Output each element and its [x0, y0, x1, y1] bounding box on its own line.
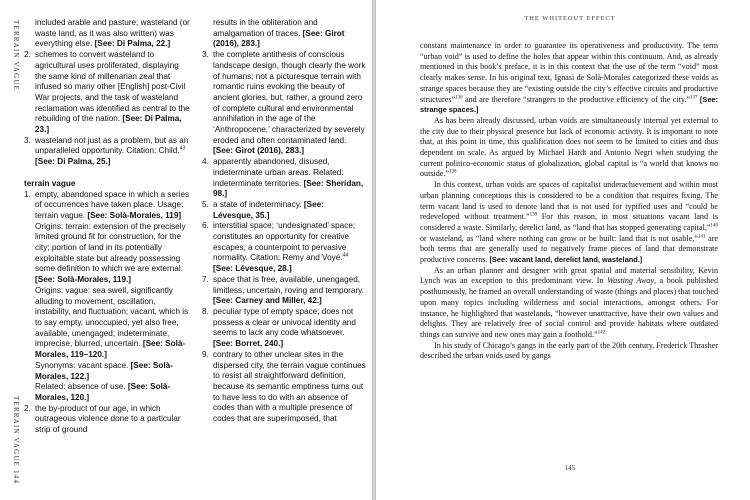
page-number: 145 — [564, 464, 576, 472]
glossary-column-b — [202, 18, 366, 425]
paragraph-text: are both terms that are generally used to negatively frame pieces of land that demonstrate productive concerns. — [420, 233, 718, 265]
list-item — [24, 286, 191, 361]
item-body: Origins: vague: sea swell, significantly alluding to movement, oscillation, instability, and fluctuation; vacant, which is to say empty, unoccupied, yet also free, available, unengaged; indeterminate, imprecise, blurred, uncertain. — [35, 285, 189, 349]
item-body: a state of indeterminacy. — [213, 199, 302, 209]
item-text — [213, 221, 366, 275]
continued-entry — [24, 18, 191, 50]
footnote-marker: 139 — [529, 212, 538, 218]
item-text — [213, 157, 366, 200]
list-item — [202, 350, 366, 425]
citation-ref: [See: Borret, 240.] — [213, 339, 284, 349]
glossary-term: terrain vague — [24, 178, 76, 188]
list-item — [24, 190, 191, 222]
paragraph — [420, 116, 718, 180]
side-tab-bottom: TERRAIN VAGUE 144 — [12, 396, 20, 485]
paragraph-text: For this reason, in most situations vacant land is considered a waste. Similarly, derelict land, as “land that has stopped generating capital,” — [420, 212, 719, 232]
book-title: Wasting Away — [607, 276, 654, 286]
footnote-marker: 136 — [455, 94, 463, 100]
paragraph-text: As has been already discussed, urban voids are simultaneously internal yet external to the city due to their physical presence but lack of economic activity. It is important to note that, at this point in time, this qualification does not seem to be limited to cities and thus dependent on scale. As argued by Michael Hardt and Antonio Negri when studying the current politico-economic status of globalization, global capital is “a world that knows no outside.” — [420, 115, 718, 179]
paragraph — [420, 41, 718, 116]
terrain-vague-items-continued — [202, 50, 366, 425]
item-number: 7. — [202, 274, 209, 284]
terrain-vague-items — [24, 190, 191, 436]
paragraph-text: or wasteland, as “land where nothing can grow or be built: land that is not usable,” — [420, 233, 698, 243]
list-item — [24, 361, 191, 382]
paragraph-text: and are therefore “strangers to the productive efficiency of the city.” — [462, 94, 690, 104]
item-text — [35, 286, 191, 361]
item-number — [24, 222, 35, 286]
continued-entry — [202, 18, 366, 50]
item-number — [24, 286, 35, 361]
item-text — [213, 307, 366, 350]
item-body: empty, abandoned space in which a series of occurrences have taken place. Usage: terrain vague. — [35, 189, 190, 220]
paragraph-text: In this context, urban voids are spaces of capitalist underachievement and within most urban planning conceptions this is considered to be a condition that requires fixing. The term vacant land is used to denote land that is not used for typified uses and “could be redeveloped without treatment.” — [420, 180, 718, 222]
entry-text: else. — [75, 39, 93, 49]
item-text — [35, 136, 191, 168]
item-body: the complete antithesis of conscious landscape design, though clearly the work of humans; not a picturesque terrain with romantic ruins evoking the beauty of ancient glories, but, rather, a ground zero of complete cultural and environmental annihilation in the age of the ‘Anthropocene,’ characterized by severely eroded and often contaminated land. — [213, 50, 366, 145]
right-page — [376, 0, 750, 500]
item-body: apparently abandoned, disused, indeterminate urban areas. Related: indeterminate territories. — [213, 157, 344, 188]
item-text — [213, 200, 366, 221]
paragraph-text: constant maintenance in order to guarantee its operativeness and productivity. The term “urban void” is used to define the holes that appear within this continuum. And, as already mentioned in this book’s preface, it is in this context that the use of the term “void” most clearly makes sense. In his original text, Ignasi de Solà-Morales categorized these voids as strange spaces because they are “existing outside the city’s effective circuits and productive structures” — [420, 41, 718, 104]
list-item — [202, 307, 366, 350]
citation-ref: [See: Solà-Morales, 119] — [87, 210, 182, 220]
item-number: 9. — [202, 349, 209, 359]
item-body: the by-product of our age, in which outrageous violence done to a particular strip of ground — [35, 403, 181, 435]
item-text — [213, 275, 366, 307]
item-number: 5. — [202, 199, 209, 209]
item-number: 2. — [24, 403, 31, 413]
item-body: Origins: terrain: extension of the precisely limited ground fit for construction, for the city; portion of land in its potentially exploitable state but already possessing some definition to which we are external. — [35, 221, 186, 274]
citation-ref: [See: Lévesque, 28.] — [213, 264, 292, 274]
citation-ref: [See: Girot (2016), 283.] — [213, 28, 345, 49]
entry-text: results in the obliteration and — [213, 18, 318, 27]
paragraph — [420, 266, 718, 341]
entry-text: wasteland (or waste land, as it — [35, 18, 190, 38]
list-item — [24, 382, 191, 403]
list-item — [202, 50, 366, 157]
running-head: THE WHITEOUT EFFECT — [524, 15, 616, 22]
citation-ref: [See: Solà-Morales, 119–120.] — [35, 339, 186, 360]
paragraph — [420, 180, 718, 266]
citation-ref: [See: Carney and Miller, 42.] — [213, 296, 322, 306]
footnote-marker: 138 — [449, 169, 457, 175]
item-body: schemes to convert wasteland to agricultural uses proliferated, displaying the same kind of millenarian zeal that infused so many other [English] post-Civil War projects, and the task of wasteland reclamation was identified as central to the rebuilding of the nation. — [35, 50, 190, 124]
item-text — [35, 404, 191, 436]
item-number: 3. — [202, 50, 209, 60]
item-body: Synonyms: vacant space. — [35, 360, 129, 370]
wasteland-items — [24, 50, 191, 168]
paragraph-text: As an urban planner and designer with great spatial and material sensibility, Kevin Lynch was an exception to this predominant view. In — [420, 265, 718, 286]
citation-ref: [See: Di Palma, 23.] — [35, 114, 182, 135]
item-number: 1. — [24, 189, 31, 199]
list-item — [202, 275, 366, 307]
left-page — [0, 0, 372, 500]
list-item — [24, 404, 191, 436]
item-number: 4. — [202, 157, 209, 167]
citation-ref: [See: Sheridan, 98.] — [213, 178, 364, 199]
citation-ref: [See: Solà-Morales, 119.] — [35, 275, 132, 285]
item-number — [24, 382, 35, 403]
item-number: 8. — [202, 306, 209, 316]
item-body: space that is free, available, unengaged, limitless, uncertain, roving and temporary. — [213, 274, 364, 295]
paragraph-text: In his study of Chicago’s gangs in the early part of the 20th century, Frederick Thrasher described the urban voids used by gangs — [420, 340, 718, 361]
citation-ref: [See: Girot (2016), 283.] — [213, 146, 305, 156]
item-body: wasteland not just as a problem, but as an unparalleled opportunity. Citation: Child. — [35, 135, 189, 156]
entry-text: amalgamation of traces. — [213, 28, 301, 38]
list-item — [24, 50, 191, 136]
item-text — [35, 190, 191, 222]
item-number — [24, 361, 35, 382]
item-text — [35, 382, 191, 403]
entry-text: was also written) was everything — [35, 28, 174, 49]
item-number: 3. — [24, 135, 31, 145]
footnote-marker: 44 — [342, 252, 349, 259]
citation-ref: [See: Solà-Morales, 122.] — [35, 360, 173, 381]
item-number: 2. — [24, 50, 31, 60]
list-item — [202, 221, 366, 275]
footnote-marker: 43 — [179, 145, 186, 152]
paragraph — [420, 341, 718, 362]
item-body: peculiar type of empty space; does not possess a clear or univocal identity and seems to lack any code whatsoever. — [213, 306, 356, 338]
item-text — [35, 361, 191, 382]
item-body: Related: absence of use. — [35, 382, 126, 392]
citation-ref: [See: Lévesque, 35.] — [213, 199, 324, 220]
citation-ref: [See: Di Palma, 25.] — [35, 157, 111, 167]
citation-ref: [See: Solà-Morales, 120.] — [35, 382, 171, 402]
list-item — [24, 222, 191, 286]
citation-ref: [See: Di Palma, 22.] — [94, 39, 171, 49]
item-text — [213, 350, 366, 425]
list-item — [202, 200, 366, 221]
item-text — [213, 50, 366, 157]
list-item — [24, 136, 191, 168]
footnote-marker: 141 — [697, 233, 706, 239]
item-body: contrary to other unclear sites in the dispersed city, the terrain vague continues to resist all straightforward definition, because its semantic emptiness turns out to have less to do with an absence of codes than with a multiple presence of codes that are superimposed, that — [213, 349, 366, 424]
footnote-marker: 137 — [689, 94, 698, 100]
footnote-marker: 140 — [710, 223, 718, 229]
side-tab-top: TERRAIN VAGUE — [12, 20, 20, 92]
footnote-marker: 142 — [597, 330, 606, 336]
entry-text: included arable and pasture; — [35, 18, 139, 27]
list-item — [202, 157, 366, 200]
see-reference: [See: strange spaces.] — [420, 94, 718, 115]
item-number: 6. — [202, 221, 209, 231]
glossary-column-a — [24, 18, 191, 436]
body-text — [420, 41, 718, 362]
item-body: interstitial space; ‘undesignated’ space; constitutes an opportunity for creative escapes, a counterpoint to pervasive normality. Citation: Remy and Voyé. — [213, 221, 356, 263]
item-text — [35, 50, 191, 136]
paragraph-text: , a book published posthumously, he framed an overall understanding of waste (things and places) that touched upon many topics including wilderness and social interactions, amongst others. For instance, he highlighted that wastelands, “however unattractive, have their own values and delights. They are relatively free of social control and provide habitats where outdated things can survive and new ones may gain a foothold.” — [420, 276, 719, 339]
item-text — [35, 222, 191, 286]
see-reference: [See: vacant land, derelict land, wasteland.] — [489, 255, 643, 265]
